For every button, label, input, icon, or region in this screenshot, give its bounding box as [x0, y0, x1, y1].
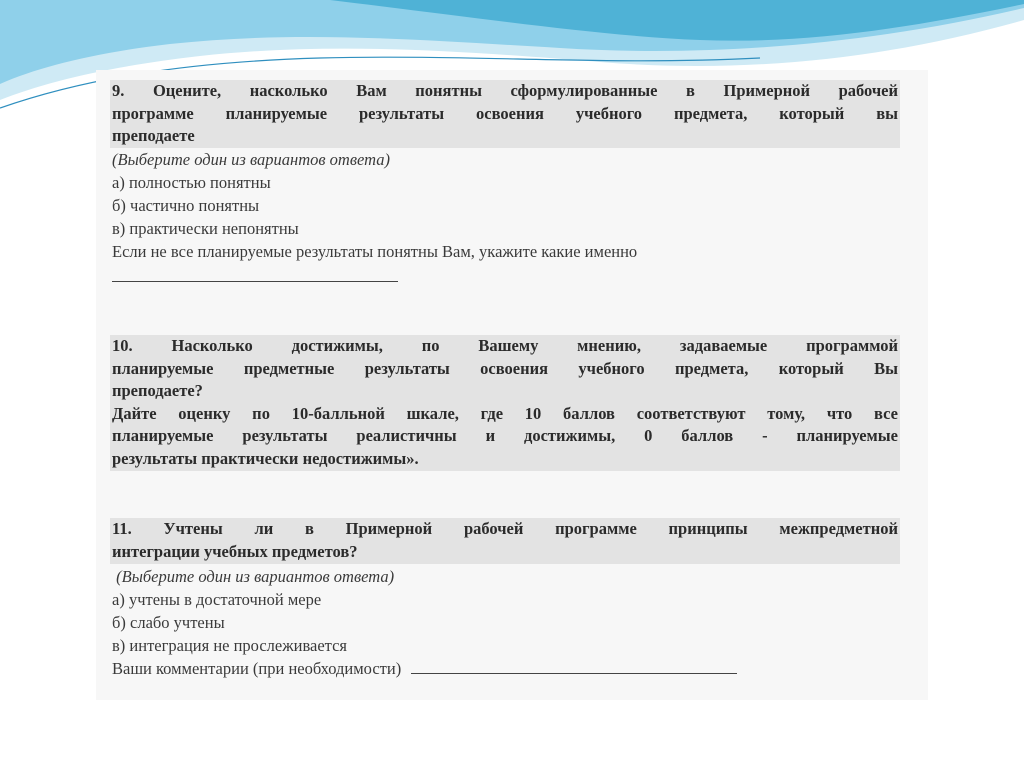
- q11-option-c: в) интеграция не прослеживается: [112, 636, 347, 655]
- q9-option-a: а) полностью понятны: [112, 173, 271, 192]
- q10-title-line-1: 10. Насколько достижимы, по Вашему мнению, задаваемые программой: [112, 336, 898, 355]
- q10-title-line-5: планируемые результаты реалистичны и достижимы, 0 баллов - планируемые: [112, 426, 898, 445]
- q10-title-line-6: результаты практически недостижимы».: [112, 448, 419, 468]
- question-9-title: [110, 80, 900, 148]
- q9-title-line-1: 9. Оцените, насколько Вам понятны сформулированные в Примерной рабочей: [112, 81, 898, 100]
- q11-title-line-1: 11. Учтены ли в Примерной рабочей программе принципы межпредметной: [112, 519, 898, 538]
- q9-title-line-2: программе планируемые результаты освоения учебного предмета, который вы: [112, 103, 898, 123]
- q9-followup: Если не все планируемые результаты понятны Вам, укажите какие именно: [112, 242, 638, 261]
- q11-option-b: б) слабо учтены: [112, 613, 225, 632]
- q11-option-a: а) учтены в достаточной мере: [112, 590, 322, 609]
- q9-hint: (Выберите один из вариантов ответа): [112, 150, 390, 169]
- q9-option-b: б) частично понятны: [112, 196, 260, 215]
- question-10-title: [110, 335, 900, 471]
- q10-title-line-3: преподаете?: [112, 381, 203, 400]
- question-11-title: [110, 518, 900, 564]
- q11-hint: (Выберите один из вариантов ответа): [112, 567, 395, 586]
- q10-title-line-4: Дайте оценку по 10-балльной шкале, где 10 баллов соответствуют тому, что все: [112, 403, 898, 423]
- q11-comment-row: [112, 658, 737, 681]
- q11-comment-line[interactable]: [411, 659, 737, 674]
- q11-title-line-2: интеграции учебных предметов?: [112, 541, 358, 561]
- q11-comment-label: Ваши комментарии (при необходимости): [112, 659, 402, 678]
- q9-option-c: в) практически непонятны: [112, 219, 299, 238]
- q9-title-line-3: преподаете: [112, 126, 195, 145]
- q9-answer-line[interactable]: [112, 266, 398, 289]
- q10-title-line-2: планируемые предметные результаты освоения учебного предмета, который Вы: [112, 358, 898, 378]
